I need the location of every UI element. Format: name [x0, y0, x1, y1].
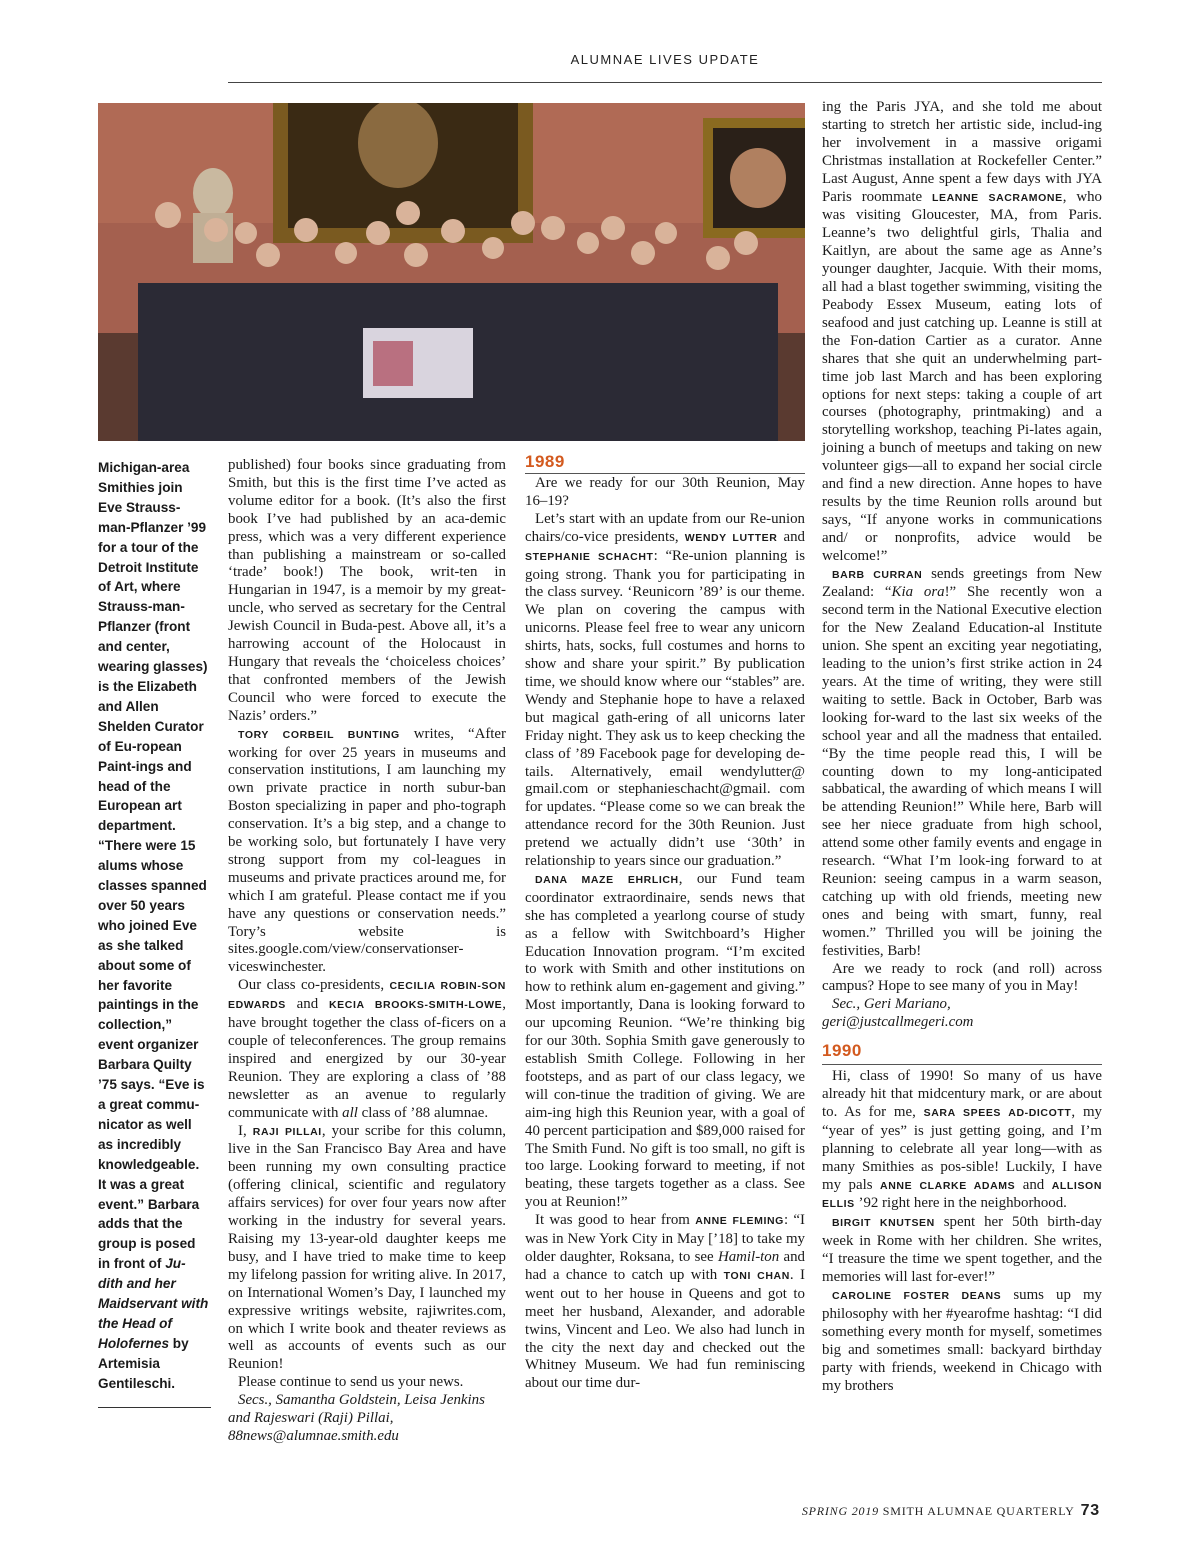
paragraph-text: Are we ready to rock (and roll) across campus? Hope to see many of you in May! [822, 960, 1102, 995]
alum-name: STEPHANIE SCHACHT [525, 550, 654, 563]
column-2 [525, 475, 805, 1393]
column-1 [228, 457, 506, 1446]
alum-name: SARA SPEES AD-DICOTT [923, 1106, 1072, 1119]
paragraph-text: Are we ready for our 30th Reunion, May 16–19? [525, 475, 805, 509]
paragraph [822, 1214, 1102, 1287]
paragraph [822, 1068, 1102, 1214]
paragraph [822, 99, 1102, 566]
paragraph [228, 1123, 506, 1375]
page-number: 73 [1080, 1502, 1100, 1519]
paragraph-text: published) four books since graduating from Smith, but this is the first time I’ve acted as volume editor for a book. (It’s also the first book I’ve had published by an aca-demic press, which was a very different experience than publishing a mainstream or so-called ‘trade’ book!) The book, writ-ten in Hungarian in 1947, is a memoir by my great-uncle, who served as secretary for the Central Jewish Council in Buda-pest. Above all, it’s a harrowing account of the Holocaust in Hungary that reveals the ‘choiceless choices’ that confronted members of the Jewish Council who were forced to execute the Nazis’ orders.” [228, 457, 506, 724]
paragraph-text: I, [238, 1122, 253, 1139]
paragraph-text: : “Re-union planning is going strong. Thank you for participating in the class survey. ‘Reunicorn ’89’ is our theme. We plan on covering the campus with unicorns. Please feel free to wear any unicorn shirts, hats, socks, full costumes and horns to show and share your spirit.” By publication time, we should know where our “stables” are. Wendy and Stephanie hope to have a relaxed but magical gath-ering of all unicorns later Friday night. They ask us to keep checking the class of ’89 Facebook page for developing de-tails. Alternatively, email wendylutter@ gmail.com or stephanieschacht@gmail. com for updates. “Please come so we can break the attendance record for the 30th Reunion. Just pretend we actually didn’t use ‘30th’ in relationship to years since our graduation.” [525, 547, 805, 870]
class-year-heading: 1990 [822, 1041, 862, 1061]
class-secretaries-signature: Secs., Samantha Goldstein, Leisa Jenkins and Rajeswari (Raji) Pillai, 88news@alumnae.smith.edu [228, 1392, 485, 1444]
paragraph-text: Please continue to send us your news. [238, 1374, 464, 1391]
paragraph-text: class of ’88 alumnae. [357, 1104, 489, 1121]
section-spacer [822, 1032, 1102, 1046]
paragraph-text: sums up my philosophy with her #yearofme hashtag: “I did something every month for myself, sometimes big and sometimes small: backyard birthday party with friends, weekend in Chicago with my brothers [822, 1287, 1102, 1394]
paragraph-text: and [285, 996, 329, 1013]
paragraph [822, 1287, 1102, 1395]
publication-name: SMITH ALUMNAE QUARTERLY [882, 1504, 1075, 1518]
paragraph [228, 726, 506, 978]
paragraph-text: and [1015, 1176, 1052, 1193]
alum-name: DANA MAZE EHRLICH [535, 873, 679, 886]
section-header: ALUMNAE LIVES UPDATE [570, 52, 760, 67]
alum-name: CECILIA ROBIN-SON EDWARDS [228, 980, 506, 1012]
caption-artwork-title: Ju-dith and her Maidservant with the Head of Holofernes [98, 1256, 209, 1351]
paragraph [525, 475, 805, 511]
paragraph-text: It was good to hear from [535, 1212, 696, 1229]
paragraph [822, 566, 1102, 961]
page-footer [0, 1502, 1100, 1520]
paragraph-text: , your scribe for this column, live in the San Francisco Bay Area and have been running my own consulting practice (offering clinical, scientific and regulatory affairs services) for over four years now after working in the industry for several years. Raising my 13-year-old daughter keeps me busy, and I have tried to make time to keep my lifelong passion for writing alive. In 2017, on International Women’s Day, I launched my expressive writings website, rajiwrites.com, on which I write book and theater reviews as well as accounts of events such as our Reunion! [228, 1122, 507, 1373]
class-year-block [822, 1041, 1102, 1068]
paragraph-text: spent her 50th birth-day week in Rome with her children. She writes, “I treasure the time we spent together, and the memories will last for-ever!” [822, 1214, 1102, 1286]
photo-caption [98, 458, 210, 1394]
paragraph-text: sends greetings from New Zealand: “ [822, 565, 1102, 601]
paragraph [822, 961, 1102, 997]
paragraph-text: , our Fund team coordinator extraordinaire, sends news that she has completed a yearlong course of study as a fellow with Switchboard’s Higher Education Innovation program. “I’m excited to work with Smith and other institutions on how to rethink alum en-gagement and giving.” Most importantly, Dana is looking forward to our upcoming Reunion. “We’re thinking big for our 30th. Sophia Smith gave generously to establish Smith College. Following in her footsteps, and as part of our class legacy, we will con-tinue the tradition of giving. We are aim-ing high this Reunion year, with a goal of 40 percent participation and $89,000 raised for The Smith Fund. No gift is too small, no gift is too large. Looking forward to meeting, if not beating, these targets together as a class. See you at Reunion!” [525, 870, 806, 1211]
alum-name: BIRGIT KNUTSEN [832, 1217, 935, 1230]
emphasis-text: Hamil-ton [717, 1248, 780, 1265]
caption-divider [98, 1407, 211, 1408]
paragraph [525, 1212, 805, 1393]
alum-name: RAJI PILLAI [252, 1125, 322, 1138]
caption-text-2: by Artemisia Gentileschi. [98, 1335, 189, 1391]
paragraph-text: : “I was in New York City in May [’18] to take my older daughter, Roksana, to see [525, 1212, 805, 1265]
alum-name: ALLISON ELLIS [822, 1179, 1102, 1211]
paragraph [228, 977, 506, 1122]
paragraph [228, 457, 506, 726]
paragraph-text: and had a chance to catch up with [525, 1248, 805, 1283]
alum-name: BARB CURRAN [832, 568, 923, 581]
caption-text-1: Michigan-area Smithies join Eve Strauss-man-Pflanzer ’99 for a tour of the Detroit Institute of Art, where Strauss-man-Pflanzer (front and center, wearing glasses) is the Elizabeth and Allen Shelden Curator of Eu-ropean Paint-ings and head of the European art department. “There were 15 alums whose classes spanned over 50 years who joined Eve as she talked about some of her favorite paintings in the collection,” event organizer Barbara Quilty ’75 says. “Eve is a great commu-nicator as well as incredibly knowledgeable. It was a great event.” Barbara adds that the group is posed in front of [98, 460, 208, 1272]
paragraph-text: and [777, 528, 805, 545]
class-year-rule [822, 1064, 1102, 1065]
emphasis-text: Kia ora [891, 584, 945, 601]
header-divider [228, 82, 1102, 83]
paragraph-text: !” She recently won a second term in the National Executive election for the New Zealand Education-al Institute union. She spent an exciting year negotiating, leading to the union’s first strike action in 24 years. At the time of writing, they were still waiting to settle. Back in October, Barb was looking for-ward to the last six weeks of the school year and all the madness that entailed. “By the time people read this, I will be counting down to my long-anticipated sabbatical, the awarding of which means I will be attending Reunion!” While here, Barb will see her niece graduate from high school, attend some other family events and engage in research. “What I’m look-ing forward to at Reunion: seeing campus in a warm season, catching up with old friends, meeting new ones and being with smart, funny, real women.” Thrilled you will be joining the festivities, Barb! [822, 584, 1102, 959]
alum-name: ANNE CLARKE ADAMS [880, 1179, 1016, 1192]
class-year-rule [525, 473, 805, 474]
paragraph [228, 1374, 506, 1392]
alum-name: WENDY LUTTER [684, 531, 778, 544]
paragraph-text: , my “year of yes” is just getting going, and I’m planning to celebrate all year long—with as many Smithies as pos-sible! Luckily, I have my pals [822, 1103, 1102, 1193]
issue-label: SPRING 2019 [801, 1504, 879, 1518]
emphasis-text: all [342, 1104, 358, 1121]
column-3 [822, 99, 1102, 1395]
alum-name: ANNE FLEMING [695, 1215, 784, 1228]
alum-name: TORY CORBEIL BUNTING [238, 728, 400, 741]
paragraph-text: Our class co-presidents, [238, 977, 390, 994]
paragraph-text: ing the Paris JYA, and she told me about starting to stretch her artistic side, includ-ing her involvement in a massive origami Christmas installation at Rockefeller Center.” Last August, Anne spent a few days with JYA Paris roommate [822, 99, 1102, 205]
group-photo [98, 103, 805, 441]
paragraph-text: , have brought together the class of-ficers on a couple of teleconferences. The group remains inspired and energized by our 30-year Reunion. They are exploring a class of ’88 newsletter as an avenue to regularly communicate with [228, 996, 507, 1121]
alum-name: KECIA BROOKS-SMITH-LOWE [328, 999, 503, 1012]
paragraph [525, 871, 805, 1212]
class-secretary-signature: Sec., Geri Mariano, geri@justcallmegeri.com [822, 996, 974, 1031]
alum-name: CAROLINE FOSTER DEANS [832, 1290, 1002, 1302]
paragraph-text: ’92 right here in the neighborhood. [854, 1195, 1067, 1212]
paragraph [525, 511, 805, 871]
paragraph-text: , who was visiting Gloucester, MA, from Paris. Leanne’s two delightful girls, Thalia and Kaitlyn, are about the same age as Anne’s younger daughter, Jacquie. With their moms, all had a blast together swimming, visiting the Peabody Essex Museum, eating lots of seafood and just catching up. Leanne is still at the Fon-dation Cartier as a curator. Anne shares that she quit an underwhelming part-time job last March and has been exploring options for next steps: taking a couple of art courses (photography, printmaking) and a storytelling workshop, teaching Pi-lates again, joining a bunch of meetups and taking on new volunteer gigs—all to expand her social circle and find a new direction. Anne hopes to have results by the time Reunion rolls around but says, “If anyone works in communications and/ or nonprofits, advice would be welcome!” [822, 188, 1102, 564]
paragraph-text: writes, “After working for over 25 years in museums and conservation institutions, I am launching my own private practice in north subur-ban Boston specializing in paper and pho-tograph conservation. It’s a big step, and a change to be working solo, but fortunately I have very strong support from my col-leagues in museums and private practices around me, for which I am grateful. Please contact me if you have any questions or conservation needs.” Tory’s website is sites.google.com/view/conservationser-viceswinchester. [228, 725, 506, 976]
paragraph-text: . I went out to her house in Queens and got to meet her husband, Alexander, and adorable twins, Vincent and Leo. We also had lunch in the city the next day and checked out the Whitney Museum. We had fun reminiscing about our time dur- [525, 1266, 805, 1392]
paragraph-text: Hi, class of 1990! So many of us have already hit that midcentury mark, or are about to. As for me, [822, 1068, 1102, 1120]
paragraph-text: Let’s start with an update from our Re-union chairs/co-vice presidents, [525, 510, 805, 545]
alum-name: LEANNE SACRAMONE [931, 191, 1063, 204]
class-year-heading: 1989 [525, 452, 565, 471]
alum-name: TONI CHAN [723, 1269, 790, 1282]
